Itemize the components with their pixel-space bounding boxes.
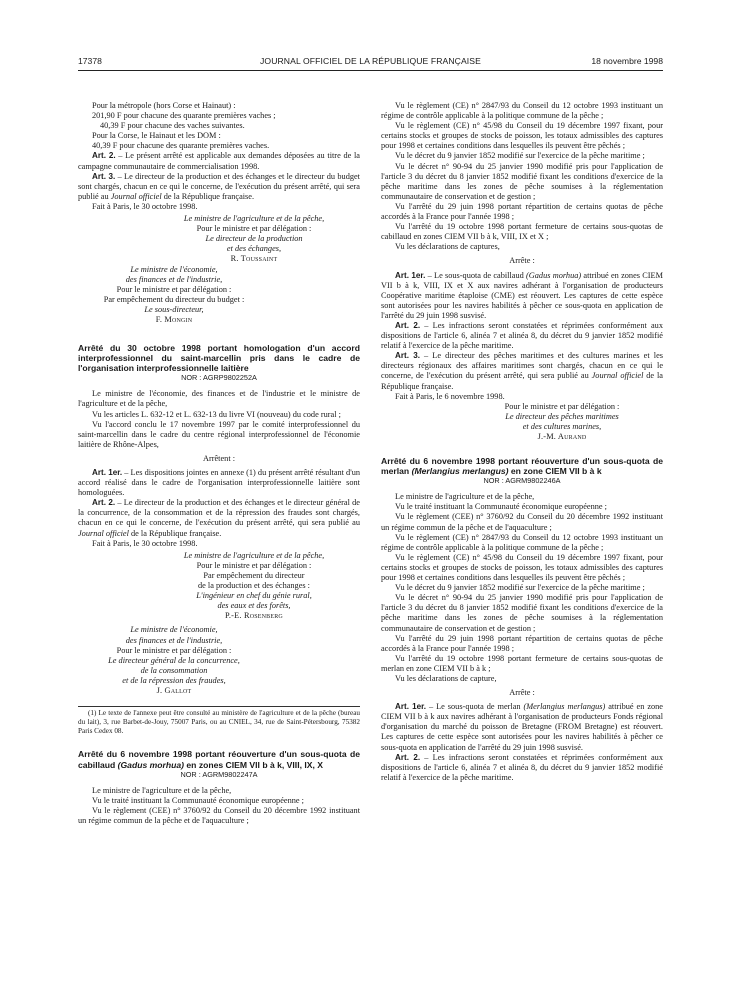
journal-title: JOURNAL OFFICIEL DE LA RÉPUBLIQUE FRANÇAISE xyxy=(260,56,481,66)
article: Art. 1er. – Le sous-quota de cabillaud (Gadus morhua) attribué en zones CIEM VII b à k, VIII, IX et X aux navires adhérant à l'organisation de producteurs Coopérative maritime étaploise (CME) est réouvert. Les captures de cette espèce sont autorisées pour les navires habilités à pêcher ce sous-quota en application de l'arrêté du 29 juin 1998 susvisé. xyxy=(381,270,663,320)
article: Art. 1er. – Les dispositions jointes en annexe (1) du présent arrêté résultant d'un accord réalisé dans le cadre de l'organisation interprofessionnelle laitière sont homologuées. xyxy=(78,468,360,498)
paragraph: Vu l'arrêté du 29 juin 1998 portant répartition de certains quotas de pêche accordés à la France pour l'année 1998 ; xyxy=(381,633,663,653)
paragraph: Vu le règlement (CEE) n° 3760/92 du Conseil du 20 décembre 1992 instituant un régime commun de la pêche et de l'aquaculture ; xyxy=(381,512,663,532)
date-line: Fait à Paris, le 30 octobre 1998. xyxy=(92,538,198,548)
paragraph: Vu le décret du 9 janvier 1852 modifié sur l'exercice de la pêche maritime ; xyxy=(395,583,645,593)
decree-title: Arrêté du 6 novembre 1998 portant réouverture d'un sous-quota de merlan (Merlangius merlangus) en zone CIEM VII b à k xyxy=(381,456,663,477)
paragraph: Vu l'arrêté du 19 octobre 1998 portant fermeture de certains sous-quotas de merlan en zone CIEM VII b à k ; xyxy=(381,653,663,673)
paragraph: 201,90 F pour chacune des quarante premières vaches ; xyxy=(92,111,276,121)
arrete-heading: Arrête : xyxy=(509,256,535,266)
article: Art. 3. – Le directeur de la production et des échanges et le directeur du budget sont chargés, chacun en ce qui le concerne, de l'exécution du présent arrêté, qui sera publié au Journal officiel de la République française. xyxy=(78,171,360,201)
signature-block: Le ministre de l'agriculture et de la pêche, Pour le ministre et par délégation : Le directeur de la production et des échanges, R. Toussaint xyxy=(183,214,325,264)
signature-block: Le ministre de l'économie, des finances et de l'industrie, Pour le ministre et par délégation : Le directeur général de la concurrence, de la consommation et de la répression des fraudes, J. Gallot xyxy=(108,625,240,695)
arrete-heading: Arrête : xyxy=(509,688,535,698)
nor-reference: NOR : AGRM9802247A xyxy=(180,769,258,779)
paragraph: Vu les déclarations de capture, xyxy=(395,673,497,683)
paragraph: Vu le traité instituant la Communauté économique européenne ; xyxy=(92,795,304,805)
nor-reference: NOR : AGRP9802252A xyxy=(181,373,257,383)
article: Art. 2. – Le directeur de la production et des échanges et le directeur général de la concurrence, de la consommation et de la répression des fraudes sont chargés, chacun en ce qui le concerne, de l'exécution du présent arrêté, qui sera publié au Journal officiel de la République française. xyxy=(78,498,360,538)
article: Art. 1er. – Le sous-quota de merlan (Merlangius merlangus) attribué en zone CIEM VII b à k aux navires adhérant à l'organisation de producteurs Fonds régional d'organisation du marché du poisson de Bretagne (FROM Bretagne) est réouvert. Les captures de cette espèce sont autorisées pour les navires habilités à pêcher ce sous-quota en application de l'arrêté du 29 juin 1998 susvisé. xyxy=(381,702,663,752)
paragraph: Vu le règlement (CE) n° 2847/93 du Conseil du 12 octobre 1993 instituant un régime de contrôle applicable à la politique commune de la pêche ; xyxy=(381,101,663,121)
article: Art. 2. – Les infractions seront constatées et réprimées conformément aux dispositions de l'article 6, alinéa 7 et alinéa 8, du décret du 9 janvier 1852 modifié relatif à l'exercice de la pêche maritime. xyxy=(381,320,663,351)
paragraph: Vu le traité instituant la Communauté économique européenne ; xyxy=(395,502,607,512)
paragraph: 40,39 F pour chacune des quarante premières vaches. xyxy=(92,141,270,151)
paragraph: Pour la Corse, le Hainaut et les DOM : xyxy=(92,131,221,141)
paragraph: Le ministre de l'économie, des finances et de l'industrie et le ministre de l'agriculture et de la pêche, xyxy=(78,389,360,409)
signature-block: Pour le ministre et par délégation : Le directeur des pêches maritimes et des cultures marines, J.-M. Aurand xyxy=(504,401,620,441)
signature-block: Le ministre de l'économie, des finances et de l'industrie, Pour le ministre et par délégation : Par empêchement du directeur du budget : Le sous-directeur, F. Mongin xyxy=(103,264,245,324)
paragraph: Vu l'arrêté du 19 octobre 1998 portant fermeture de certains sous-quotas de cabillaud en zones CIEM VII b à k, VIII, IX et X ; xyxy=(381,222,663,242)
decree-cabillaud-continued xyxy=(381,101,663,442)
paragraph: 40,39 F pour chacune des vaches suivantes. xyxy=(100,121,245,131)
decree-saint-marcellin xyxy=(78,343,360,735)
date-line: Fait à Paris, le 6 novembre 1998. xyxy=(395,391,505,401)
paragraph: Vu le règlement (CE) n° 45/98 du Conseil du 19 décembre 1997 fixant, pour certains stocks et groupes de stocks de poisson, les totaux admissibles des captures pour 1998 et certaines conditions dans lesquelles ils peuvent être pêchés ; xyxy=(381,552,663,583)
left-column xyxy=(78,101,360,826)
decree-cabillaud xyxy=(78,749,360,826)
article: Art. 2. – Les infractions seront constatées et réprimées conformément aux dispositions de l'article 6, alinéa 7 et alinéa 8, du décret du 9 janvier 1852 modifié relatif à l'exercice de la pêche maritime. xyxy=(381,752,663,782)
right-column xyxy=(381,101,663,783)
decree-merlan xyxy=(381,456,663,783)
header-rule xyxy=(78,70,663,71)
paragraph: Le ministre de l'agriculture et de la pêche, xyxy=(92,785,232,795)
previous-decree-end xyxy=(78,101,360,325)
page-header xyxy=(78,56,663,70)
date-line: Fait à Paris, le 30 octobre 1998. xyxy=(92,201,198,211)
paragraph: Le ministre de l'agriculture et de la pêche, xyxy=(395,492,535,502)
paragraph: Vu les déclarations de captures, xyxy=(395,242,500,252)
nor-reference: NOR : AGRM9802246A xyxy=(483,476,561,486)
paragraph: Vu le règlement (CEE) n° 3760/92 du Conseil du 20 décembre 1992 instituant un régime commun de la pêche et de l'aquaculture ; xyxy=(78,805,360,825)
paragraph: Vu l'accord conclu le 17 novembre 1997 par le comité interprofessionnel du saint-marcellin dans le cadre du centre régional interprofessionnel de l'économie laitière de Rhône-Alpes, xyxy=(78,419,360,449)
paragraph: Vu le décret du 9 janvier 1852 modifié sur l'exercice de la pêche maritime ; xyxy=(395,151,645,161)
decree-title: Arrêté du 30 octobre 1998 portant homologation d'un accord interprofessionnel du saint-marcellin pris dans le cadre de l'organisation interprofessionnelle laitière xyxy=(78,343,360,374)
page-number: 17378 xyxy=(78,56,102,66)
paragraph: Pour la métropole (hors Corse et Hainaut) : xyxy=(92,101,236,110)
paragraph: Vu le décret n° 90-94 du 25 janvier 1990 modifié pris pour l'application de l'article 3 du décret du 8 janvier 1852 modifié fixant les conditions d'exercice de la pêche maritime dans les zones de pêche soumises à la réglementation communautaire de conservation et de gestion ; xyxy=(381,593,663,633)
paragraph: Vu les articles L. 632-12 et L. 632-13 du livre VI (nouveau) du code rural ; xyxy=(92,409,341,419)
footnote: (1) Le texte de l'annexe peut être consulté au ministère de l'agriculture et de la pêche (bureau du lait), 3, rue Barbet-de-Jouy, 75007 Paris, ou au CNIEL, 34, rue de Saint-Pétersbourg, 75382 Paris Cedex 08. xyxy=(78,709,360,735)
signature-block: Le ministre de l'agriculture et de la pêche, Pour le ministre et par délégation : Par empêchement du directeur de la production et des échanges : L'ingénieur en chef du génie rural, des eaux et des forêts, P.-E. Rosenberg xyxy=(183,550,325,621)
paragraph: Vu le décret n° 90-94 du 25 janvier 1990 modifié pris pour l'application de l'article 3 du décret du 8 janvier 1852 modifié fixant les conditions d'exercice de la pêche maritime dans les zones de pêche soumises à la réglementation communautaire de conservation et de gestion ; xyxy=(381,161,663,201)
issue-date: 18 novembre 1998 xyxy=(591,56,663,66)
arretent-heading: Arrêtent : xyxy=(202,453,236,463)
paragraph: Vu le règlement (CE) n° 45/98 du Conseil du 19 décembre 1997 fixant, pour certains stocks et groupes de stocks de poisson, les totaux admissibles des captures pour 1998 et certaines conditions dans lesquelles ils peuvent être pêchés ; xyxy=(381,121,663,151)
article: Art. 3. – Le directeur des pêches maritimes et des cultures marines et les directeurs régionaux des affaires maritimes sont chargés, chacun en ce qui le concerne, de l'exécution du présent arrêté, qui sera publié au Journal officiel de la République française. xyxy=(381,351,663,391)
paragraph: Vu l'arrêté du 29 juin 1998 portant répartition de certains quotas de pêche accordés à la France pour l'année 1998 ; xyxy=(381,201,663,222)
article: Art. 2. – Le présent arrêté est applicable aux demandes déposées au titre de la campagne communautaire de commercialisation 1998. xyxy=(78,151,360,171)
paragraph: Vu le règlement (CE) n° 2847/93 du Conseil du 12 octobre 1993 instituant un régime de contrôle applicable à la politique commune de la pêche ; xyxy=(381,532,663,552)
decree-title: Arrêté du 6 novembre 1998 portant réouverture d'un sous-quota de cabillaud (Gadus morhua) en zones CIEM VII b à k, VIII, IX, X xyxy=(78,749,360,770)
